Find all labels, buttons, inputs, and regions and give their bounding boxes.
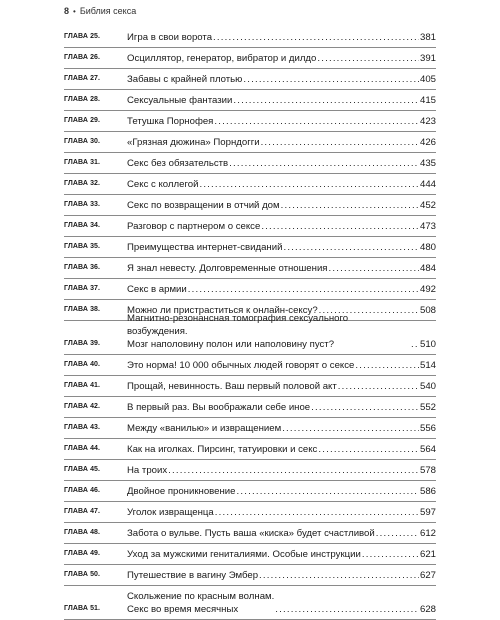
chapter-label: ГЛАВА 35. [64, 243, 101, 250]
chapter-title [127, 401, 310, 414]
chapter-title [127, 199, 280, 212]
toc-row [64, 397, 436, 418]
chapter-title-wrap [127, 359, 436, 372]
page-number: 8 [64, 6, 70, 16]
chapter-title-wrap [127, 527, 436, 540]
dot-leader [329, 262, 419, 275]
chapter-title-line: Скольжение по красным волнам. [127, 591, 275, 602]
chapter-title-line: Можно ли пристраститься к онлайн-сексу? [127, 305, 318, 316]
page-ref: 564 [419, 444, 436, 455]
chapter-title [127, 178, 198, 191]
dot-leader [229, 157, 419, 170]
chapter-label: ГЛАВА 28. [64, 96, 101, 103]
page-ref: 405 [419, 74, 436, 85]
chapter-title [127, 312, 410, 351]
chapter-label: ГЛАВА 33. [64, 201, 101, 208]
dot-leader [168, 464, 419, 477]
toc-row [64, 355, 436, 376]
chapter-label: ГЛАВА 46. [64, 487, 101, 494]
toc-row [64, 565, 436, 586]
toc-row [64, 523, 436, 544]
chapter-title [127, 590, 274, 616]
dot-leader [376, 527, 419, 540]
chapter-title-wrap [127, 464, 436, 477]
page-ref: 480 [419, 242, 436, 253]
toc-row [64, 195, 436, 216]
chapter-title-line: Мозг наполовину полон или наполовину пуст? [127, 339, 335, 350]
page-ref: 452 [419, 200, 436, 211]
dot-leader [259, 569, 419, 582]
chapter-title-wrap [127, 157, 436, 170]
chapter-label: ГЛАВА 25. [64, 33, 101, 40]
chapter-title [127, 220, 260, 233]
toc-row [64, 216, 436, 237]
chapter-label: ГЛАВА 48. [64, 529, 101, 536]
chapter-title-line: На троих [127, 465, 168, 476]
chapter-title-line: Забавы с крайней плотью [127, 74, 243, 85]
chapter-title [127, 359, 354, 372]
dot-leader [283, 241, 419, 254]
toc-row [64, 376, 436, 397]
chapter-title-line: Разговор с партнером о сексе [127, 221, 261, 232]
dot-leader [281, 199, 419, 212]
chapter-label: ГЛАВА 26. [64, 54, 101, 61]
chapter-title [127, 52, 316, 65]
chapter-title-wrap [127, 262, 436, 275]
chapter-label: ГЛАВА 40. [64, 361, 101, 368]
toc-row [64, 27, 436, 48]
chapter-title-wrap [127, 569, 436, 582]
chapter-title-wrap [127, 506, 436, 519]
chapter-title [127, 569, 258, 582]
page-ref: 578 [419, 465, 436, 476]
toc-row [64, 153, 436, 174]
chapter-title-wrap [127, 241, 436, 254]
chapter-label: ГЛАВА 42. [64, 403, 101, 410]
dot-leader [362, 548, 419, 561]
chapter-title [127, 506, 214, 519]
chapter-title-wrap [127, 73, 436, 86]
chapter-title [127, 527, 375, 540]
chapter-title-line: Это норма! 10 000 обычных людей говорят о сексе [127, 360, 355, 371]
toc-row [64, 48, 436, 69]
page-ref: 540 [419, 381, 436, 392]
page-ref: 435 [419, 158, 436, 169]
chapter-title [127, 380, 337, 393]
chapter-title [127, 443, 317, 456]
toc-row [64, 258, 436, 279]
page-ref: 492 [419, 284, 436, 295]
dot-leader [261, 220, 419, 233]
chapter-title-wrap [127, 178, 436, 191]
toc-row [64, 279, 436, 300]
chapter-title [127, 73, 242, 86]
chapter-title-wrap [127, 199, 436, 212]
chapter-label: ГЛАВА 49. [64, 550, 101, 557]
chapter-title [127, 485, 236, 498]
chapter-label: ГЛАВА 32. [64, 180, 101, 187]
chapter-title-wrap [127, 422, 436, 435]
dot-leader [213, 31, 419, 44]
chapter-title-line: Путешествие в вагину Эмбер [127, 570, 259, 581]
chapter-title-line: Как на иголках. Пирсинг, татуировки и секс [127, 444, 318, 455]
toc-row [64, 460, 436, 481]
chapter-title [127, 464, 167, 477]
dot-leader [282, 422, 419, 435]
page-ref: 612 [419, 528, 436, 539]
page-ref: 444 [419, 179, 436, 190]
dot-leader [233, 94, 419, 107]
chapter-label: ГЛАВА 39. [64, 340, 101, 347]
chapter-title-wrap [127, 115, 436, 128]
chapter-title-wrap [127, 380, 436, 393]
toc-row [64, 111, 436, 132]
page-ref: 484 [419, 263, 436, 274]
chapter-title-line: Между «ванилью» и извращением [127, 423, 282, 434]
chapter-title-line: Секс во время месячных [127, 604, 239, 615]
page-ref: 556 [419, 423, 436, 434]
page-ref: 621 [419, 549, 436, 560]
page-ref: 597 [419, 507, 436, 518]
chapter-title-line: Сексуальные фантазии [127, 95, 233, 106]
toc-row [64, 481, 436, 502]
dot-leader [261, 136, 419, 149]
chapter-title-line: Игра в свои ворота [127, 32, 213, 43]
toc-row [64, 237, 436, 258]
chapter-label: ГЛАВА 27. [64, 75, 101, 82]
page-ref: 381 [419, 32, 436, 43]
page-ref: 426 [419, 137, 436, 148]
chapter-label: ГЛАВА 31. [64, 159, 101, 166]
page-ref: 514 [419, 360, 436, 371]
chapter-title-wrap [127, 283, 436, 296]
chapter-title [127, 31, 212, 44]
chapter-title-line: Забота о вульве. Пусть ваша «киска» будет счастливой [127, 528, 375, 539]
chapter-title-line: Секс с коллегой [127, 179, 199, 190]
chapter-title-line: Магнитно-резонансная томография сексуального возбуждения. [127, 313, 349, 337]
dot-leader [188, 283, 419, 296]
chapter-title-line: Я знал невесту. Долговременные отношения [127, 263, 328, 274]
chapter-label: ГЛАВА 36. [64, 264, 101, 271]
dot-leader [215, 506, 419, 519]
chapter-title-line: В первый раз. Вы воображали себе иное [127, 402, 311, 413]
chapter-title-line: Осциллятор, генератор, вибратор и дилдо [127, 53, 317, 64]
page-ref: 586 [419, 486, 436, 497]
table-of-contents [64, 27, 436, 620]
page-ref: 627 [419, 570, 436, 581]
dot-leader [311, 401, 419, 414]
chapter-title-wrap [127, 94, 436, 107]
page-ref: 473 [419, 221, 436, 232]
page-ref: 508 [419, 305, 436, 316]
dot-leader [411, 338, 419, 351]
dot-leader [318, 443, 419, 456]
chapter-title [127, 94, 232, 107]
chapter-title [127, 548, 361, 561]
chapter-title-wrap [127, 485, 436, 498]
toc-row [64, 174, 436, 195]
chapter-title [127, 241, 282, 254]
toc-row [64, 418, 436, 439]
chapter-label: ГЛАВА 38. [64, 306, 101, 313]
page-ref: 510 [419, 339, 436, 350]
chapter-title-line: Уголок извращенца [127, 507, 214, 518]
chapter-label: ГЛАВА 34. [64, 222, 101, 229]
dot-leader [237, 485, 419, 498]
chapter-title-line: Тетушка Порнофея [127, 116, 214, 127]
running-header [64, 4, 136, 18]
dot-leader [214, 115, 419, 128]
dot-leader [355, 359, 419, 372]
chapter-title [127, 283, 187, 296]
page-ref: 391 [419, 53, 436, 64]
chapter-title [127, 115, 213, 128]
dot-leader [338, 380, 419, 393]
chapter-title-line: Преимущества интернет-свиданий [127, 242, 283, 253]
chapter-title-wrap [127, 401, 436, 414]
chapter-label: ГЛАВА 30. [64, 138, 101, 145]
chapter-title-wrap [127, 136, 436, 149]
toc-row [64, 132, 436, 153]
chapter-title [127, 422, 281, 435]
toc-row [64, 502, 436, 523]
chapter-title-line: Прощай, невинность. Ваш первый половой акт [127, 381, 337, 392]
toc-row [64, 90, 436, 111]
page-ref: 415 [419, 95, 436, 106]
page-ref: 628 [419, 604, 436, 615]
chapter-title-line: Секс по возвращении в отчий дом [127, 200, 280, 211]
dot-leader [243, 73, 419, 86]
toc-row [64, 313, 436, 355]
chapter-label: ГЛАВА 43. [64, 424, 101, 431]
chapter-title-wrap [127, 31, 436, 44]
chapter-title-wrap [127, 548, 436, 561]
toc-row [64, 586, 436, 620]
dot-leader [275, 603, 419, 616]
chapter-title-line: Двойное проникновение [127, 486, 236, 497]
chapter-title-line: Уход за мужскими гениталиями. Особые инструкции [127, 549, 361, 560]
chapter-title [127, 262, 328, 275]
chapter-title-wrap [127, 590, 436, 616]
chapter-label: ГЛАВА 37. [64, 285, 101, 292]
dot-leader [199, 178, 419, 191]
chapter-title-line: Секс без обязательств [127, 158, 229, 169]
chapter-title-line: «Грязная дюжина» Порндогги [127, 137, 260, 148]
chapter-title [127, 157, 228, 170]
bullet-separator: • [73, 6, 76, 16]
toc-row [64, 439, 436, 460]
chapter-title-line: Секс в армии [127, 284, 187, 295]
chapter-label: ГЛАВА 50. [64, 571, 101, 578]
page-ref: 423 [419, 116, 436, 127]
chapter-title-wrap [127, 52, 436, 65]
chapter-label: ГЛАВА 41. [64, 382, 101, 389]
page-ref: 552 [419, 402, 436, 413]
chapter-title-wrap [127, 220, 436, 233]
chapter-title-wrap [127, 312, 436, 351]
toc-row [64, 69, 436, 90]
chapter-label: ГЛАВА 29. [64, 117, 101, 124]
dot-leader [317, 52, 419, 65]
chapter-title [127, 136, 260, 149]
chapter-label: ГЛАВА 51. [64, 605, 101, 612]
chapter-label: ГЛАВА 44. [64, 445, 101, 452]
chapter-label: ГЛАВА 45. [64, 466, 101, 473]
chapter-label: ГЛАВА 47. [64, 508, 101, 515]
chapter-title-wrap [127, 443, 436, 456]
book-title: Библия секса [79, 6, 137, 16]
toc-row [64, 544, 436, 565]
